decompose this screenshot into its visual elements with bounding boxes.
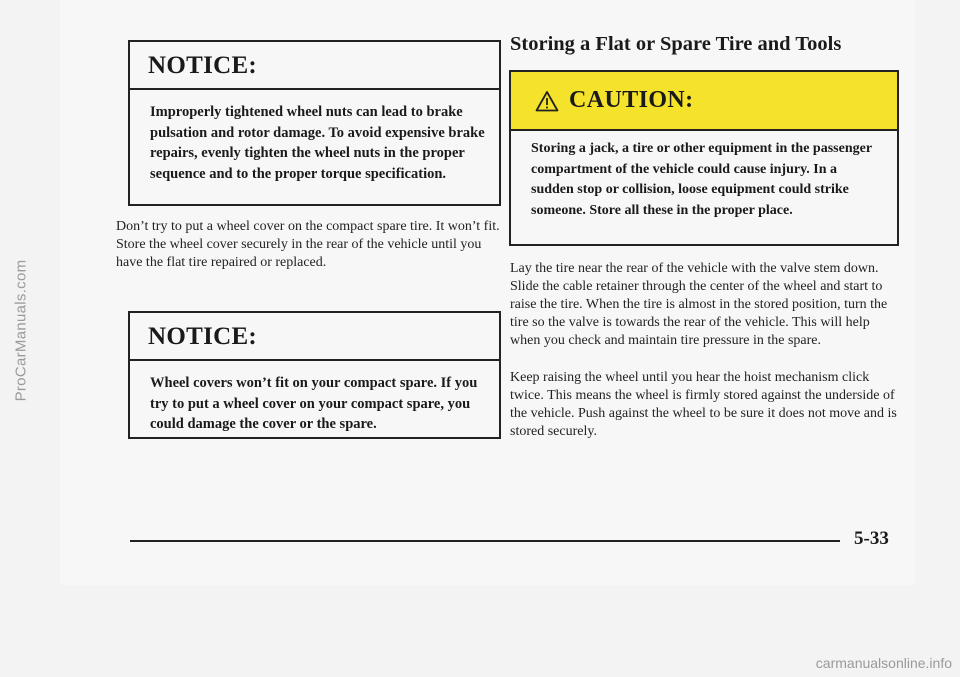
bottom-watermark: carmanualsonline.info [815,655,952,671]
notice-heading: NOTICE: [130,313,499,361]
notice-body: Wheel covers won’t fit on your compact spare. If you try to put a wheel cover on your compact spare, you could damage the cover or the spare. [150,375,478,432]
notice-heading: NOTICE: [130,42,499,90]
warning-triangle-icon [535,90,559,112]
caution-body: Storing a jack, a tire or other equipment in the passenger compartment of the vehicle could cause injury. In a sudden stop or collision, loose equipment could strike someone. Store all these in the proper place. [531,141,872,218]
notice-box-wheel-covers [128,311,501,439]
footer-rule [130,540,840,542]
caution-header [511,72,897,131]
notice-body: Improperly tightened wheel nuts can lead to brake pulsation and rotor damage. To avoid expensive brake repairs, evenly tighten the wheel nuts in the proper sequence and to the proper torque specification. [150,104,485,182]
paragraph-lay-tire: Lay the tire near the rear of the vehicle with the valve stem down. Slide the cable retainer through the center of the wheel and start to raise the tire. When the tire is almost in the stored position, turn the tire so the valve is towards the rear of the vehicle. This will help when you check and maintain tire pressure in the spare. [510,261,888,348]
page-number: 5-33 [854,528,889,549]
notice-box-wheel-nuts [128,40,501,206]
side-watermark [6,70,36,590]
paragraph-raise-wheel: Keep raising the wheel until you hear the hoist mechanism click twice. This means the wheel is firmly stored against the underside of the vehicle. Push against the wheel to be sure it does not move and is stored securely. [510,370,897,439]
paragraph-wheel-cover: Don’t try to put a wheel cover on the compact spare tire. It won’t fit. Store the wheel cover securely in the rear of the vehicle until you have the flat tire repaired or replaced. [116,219,500,270]
side-watermark-text: ProCarManuals.com [12,259,30,401]
caution-box [509,70,899,246]
caution-heading: CAUTION: [569,87,694,113]
section-heading: Storing a Flat or Spare Tire and Tools [510,33,842,55]
